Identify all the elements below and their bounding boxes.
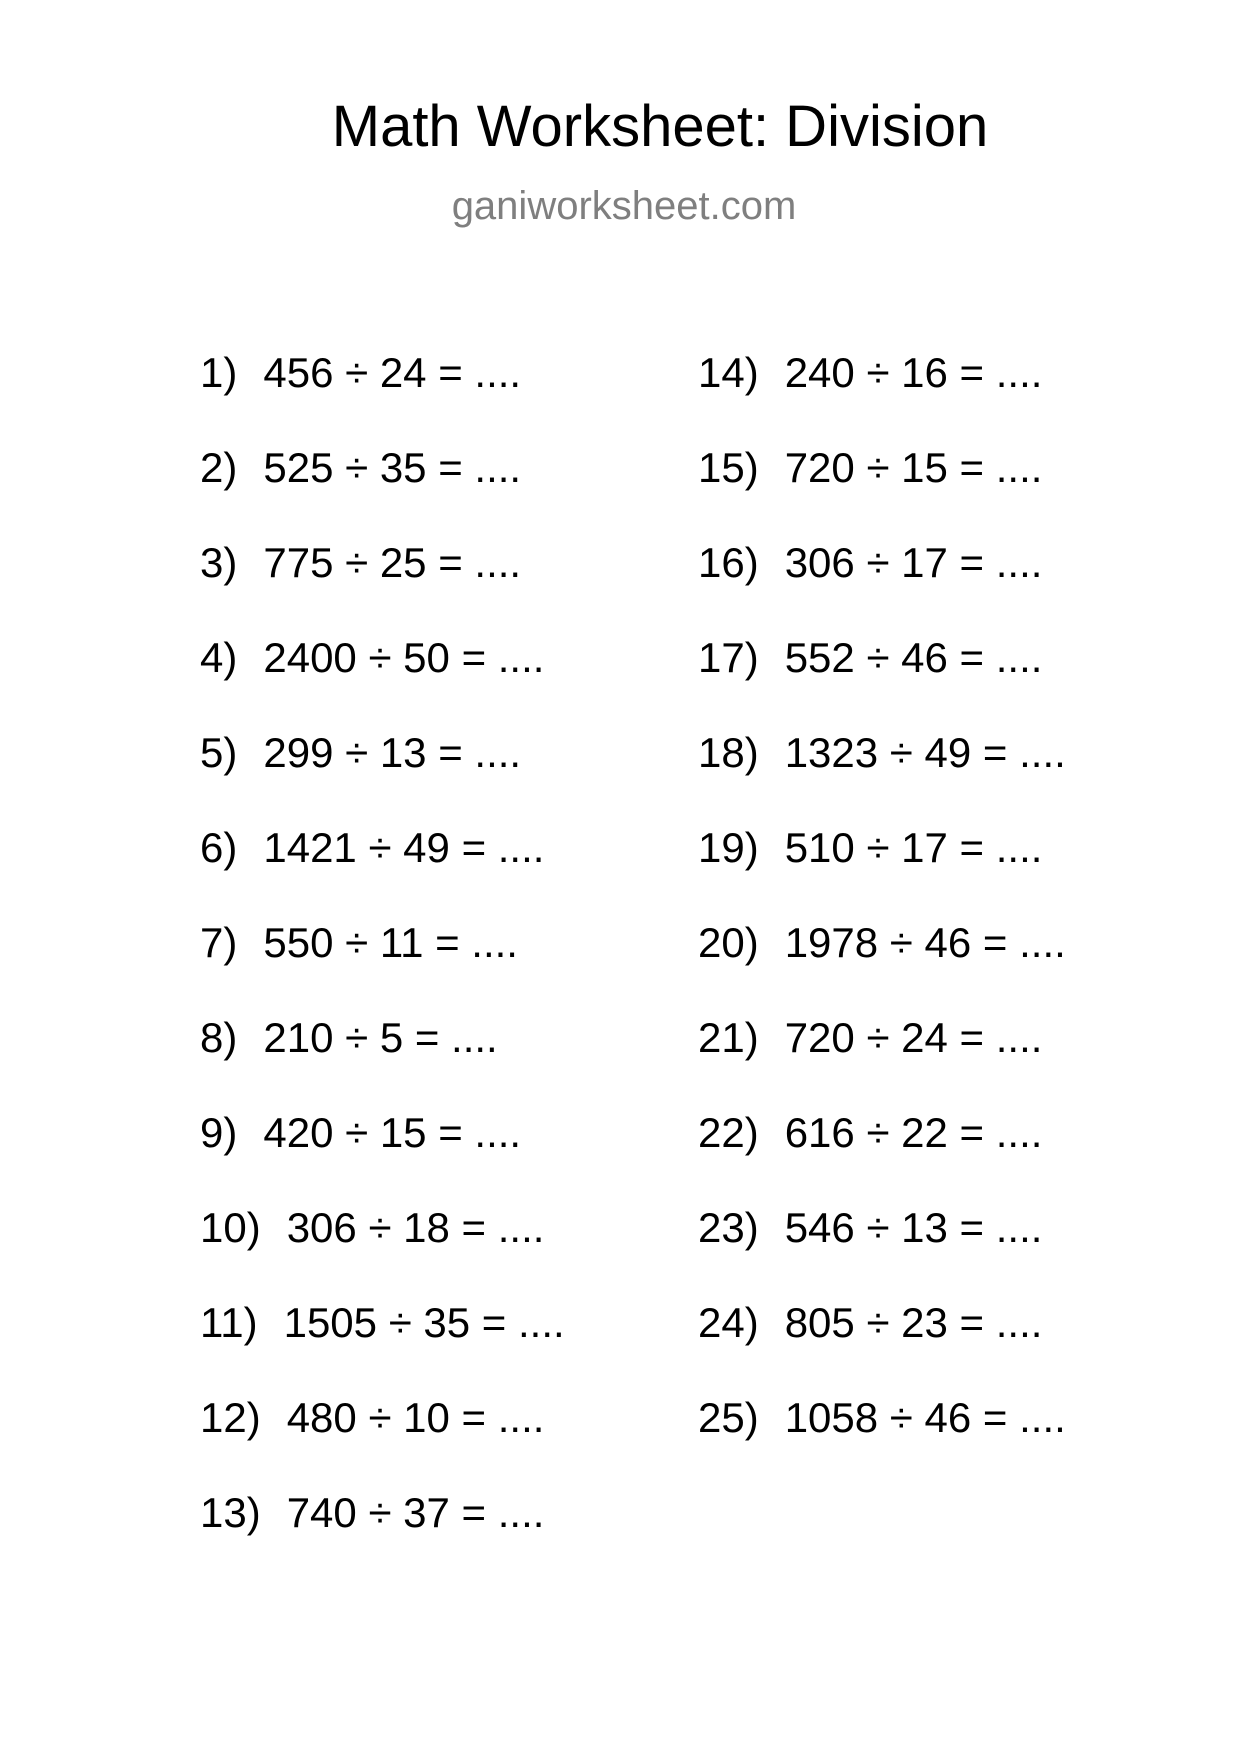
problem-expression: 420 ÷ 15 = .... xyxy=(263,1109,522,1156)
problem-item xyxy=(698,921,1178,1016)
problem-expression: 1323 ÷ 49 = .... xyxy=(784,729,1066,776)
problem-item xyxy=(200,1111,680,1206)
problem-number: 1) xyxy=(200,349,238,396)
problem-item xyxy=(698,731,1178,826)
problem-number: 24) xyxy=(698,1299,759,1346)
problem-item xyxy=(200,1016,680,1111)
problem-expression: 210 ÷ 5 = .... xyxy=(263,1014,498,1061)
problem-expression: 740 ÷ 37 = .... xyxy=(286,1489,545,1536)
problem-item xyxy=(200,1301,680,1396)
problem-expression: 525 ÷ 35 = .... xyxy=(263,444,522,491)
problem-item xyxy=(200,1396,680,1491)
problem-item xyxy=(698,1111,1178,1206)
problems-column-left xyxy=(200,351,680,1586)
problem-expression: 546 ÷ 13 = .... xyxy=(784,1204,1043,1251)
problem-expression: 805 ÷ 23 = .... xyxy=(784,1299,1043,1346)
problem-item xyxy=(200,351,680,446)
problem-item xyxy=(698,636,1178,731)
problem-item xyxy=(200,636,680,731)
problem-expression: 240 ÷ 16 = .... xyxy=(784,349,1043,396)
problem-expression: 550 ÷ 11 = .... xyxy=(263,919,518,966)
problem-expression: 306 ÷ 17 = .... xyxy=(784,539,1043,586)
problem-item xyxy=(200,446,680,541)
problem-expression: 616 ÷ 22 = .... xyxy=(784,1109,1043,1156)
problem-item xyxy=(200,1491,680,1586)
problem-number: 12) xyxy=(200,1394,261,1441)
problem-number: 10) xyxy=(200,1204,261,1251)
problem-number: 5) xyxy=(200,729,238,776)
problem-number: 8) xyxy=(200,1014,238,1061)
problem-item xyxy=(698,1396,1178,1491)
problem-expression: 1978 ÷ 46 = .... xyxy=(784,919,1066,966)
problem-expression: 775 ÷ 25 = .... xyxy=(263,539,522,586)
problem-number: 23) xyxy=(698,1204,759,1251)
problem-expression: 480 ÷ 10 = .... xyxy=(286,1394,545,1441)
problem-number: 14) xyxy=(698,349,759,396)
problem-number: 17) xyxy=(698,634,759,681)
problem-number: 18) xyxy=(698,729,759,776)
problem-expression: 510 ÷ 17 = .... xyxy=(784,824,1043,871)
problem-item xyxy=(200,921,680,1016)
problem-number: 7) xyxy=(200,919,238,966)
problem-expression: 1421 ÷ 49 = .... xyxy=(263,824,545,871)
problem-number: 19) xyxy=(698,824,759,871)
problem-item xyxy=(200,731,680,826)
problem-expression: 2400 ÷ 50 = .... xyxy=(263,634,545,681)
problem-number: 16) xyxy=(698,539,759,586)
problem-number: 6) xyxy=(200,824,238,871)
problem-number: 9) xyxy=(200,1109,238,1156)
problem-number: 3) xyxy=(200,539,238,586)
problems-column-right xyxy=(698,351,1178,1491)
problem-expression: 1058 ÷ 46 = .... xyxy=(784,1394,1066,1441)
problem-expression: 720 ÷ 24 = .... xyxy=(784,1014,1043,1061)
problem-number: 20) xyxy=(698,919,759,966)
problem-number: 21) xyxy=(698,1014,759,1061)
problem-expression: 306 ÷ 18 = .... xyxy=(286,1204,545,1251)
problem-expression: 1505 ÷ 35 = .... xyxy=(283,1299,565,1346)
problem-number: 22) xyxy=(698,1109,759,1156)
problem-expression: 720 ÷ 15 = .... xyxy=(784,444,1043,491)
problem-number: 2) xyxy=(200,444,238,491)
problem-expression: 456 ÷ 24 = .... xyxy=(263,349,522,396)
problem-expression: 299 ÷ 13 = .... xyxy=(263,729,522,776)
problem-number: 15) xyxy=(698,444,759,491)
problem-item xyxy=(698,1016,1178,1111)
worksheet-source: ganiworksheet.com xyxy=(451,184,797,228)
worksheet-title: Math Worksheet: Division xyxy=(331,94,989,159)
problem-item xyxy=(200,826,680,921)
problem-item xyxy=(698,826,1178,921)
problem-number: 4) xyxy=(200,634,238,681)
problem-number: 11) xyxy=(200,1299,258,1346)
problem-expression: 552 ÷ 46 = .... xyxy=(784,634,1043,681)
problem-item xyxy=(200,1206,680,1301)
problem-item xyxy=(698,1206,1178,1301)
problem-item xyxy=(698,446,1178,541)
problem-number: 13) xyxy=(200,1489,261,1536)
problem-item xyxy=(698,541,1178,636)
problem-number: 25) xyxy=(698,1394,759,1441)
problem-item xyxy=(200,541,680,636)
problem-item xyxy=(698,1301,1178,1396)
problem-item xyxy=(698,351,1178,446)
